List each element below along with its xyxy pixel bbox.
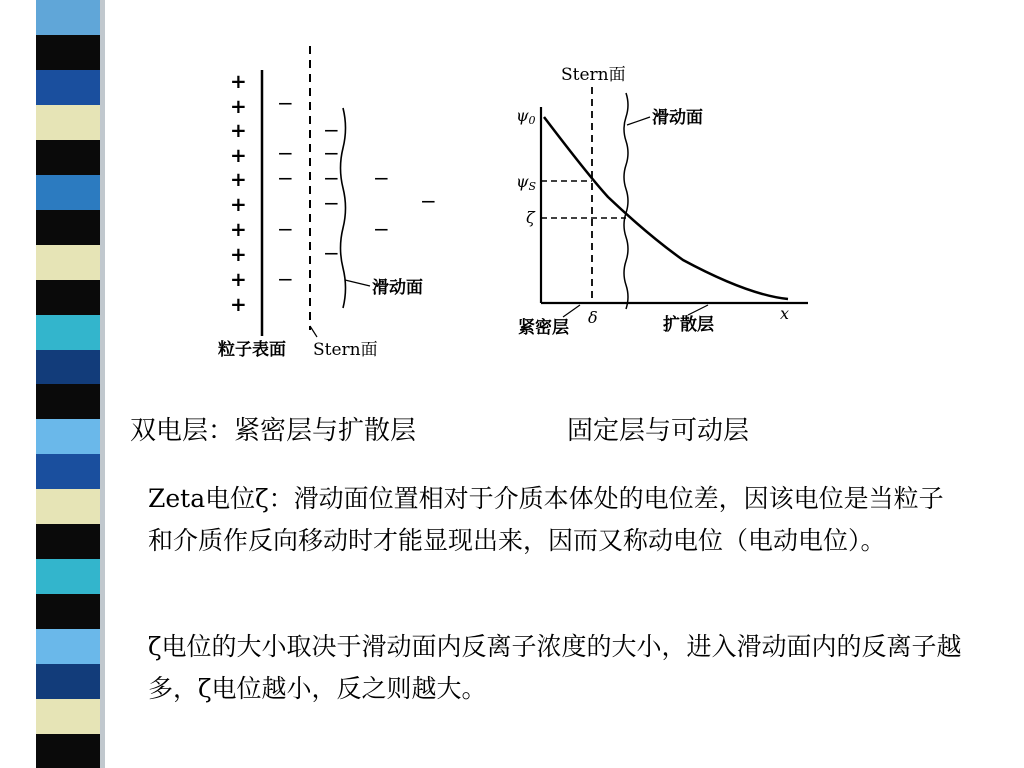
stripe-segment bbox=[36, 140, 100, 175]
slip-plane-label: 滑动面 bbox=[652, 108, 703, 128]
minus-sign: − bbox=[373, 166, 390, 190]
plus-sign: + bbox=[230, 118, 247, 142]
stripe-segment bbox=[36, 279, 100, 314]
stern-label-leader bbox=[310, 326, 317, 337]
minus-sign: − bbox=[323, 241, 340, 265]
stripe-segment bbox=[36, 559, 100, 594]
diffuse-layer-label: 扩散层 bbox=[663, 315, 714, 335]
minus-sign: − bbox=[420, 189, 437, 213]
stern-plane-label: Stern面 bbox=[561, 65, 626, 85]
stripe-segment bbox=[36, 628, 100, 663]
minus-sign: − bbox=[323, 118, 340, 142]
stripe-segment bbox=[36, 663, 100, 698]
plus-sign: + bbox=[230, 217, 247, 241]
x-axis-label: x bbox=[780, 304, 790, 323]
minus-sign: − bbox=[373, 217, 390, 241]
stripe-segment bbox=[36, 70, 100, 105]
psi0-label: ψ0 bbox=[516, 106, 536, 127]
paragraph-zeta-factors: ζ电位的大小取决于滑动面内反离子浓度的大小，进入滑动面内的反离子越多，ζ电位越小，反之则越大。 bbox=[148, 632, 962, 703]
slip-label-leader bbox=[345, 280, 370, 286]
plus-sign: + bbox=[230, 267, 247, 291]
minus-signs bbox=[277, 91, 437, 291]
stripe-shadow bbox=[100, 0, 105, 768]
stripe-segment bbox=[36, 489, 100, 524]
double-layer-diagram bbox=[215, 40, 455, 370]
slip-plane-label: 滑动面 bbox=[372, 278, 423, 298]
psis-label: ψS bbox=[516, 172, 537, 193]
stripe-segment bbox=[36, 105, 100, 140]
plus-sign: + bbox=[230, 242, 247, 266]
diffuse-layer-leader bbox=[688, 305, 708, 315]
plus-sign: + bbox=[230, 69, 247, 93]
stripe-segment bbox=[36, 349, 100, 384]
caption-left: 双电层：紧密层与扩散层 bbox=[130, 416, 417, 446]
minus-sign: − bbox=[277, 267, 294, 291]
stripe-segment bbox=[36, 698, 100, 733]
stripe-segment bbox=[36, 175, 100, 210]
paragraph-zeta-definition: Zeta电位ζ：滑动面位置相对于介质本体处的电位差，因该电位是当粒子和介质作反向移动时才能显现出来，因而又称动电位（电动电位）。 bbox=[148, 484, 944, 555]
stripe-segment bbox=[36, 209, 100, 244]
minus-sign: − bbox=[323, 141, 340, 165]
minus-sign: − bbox=[277, 217, 294, 241]
minus-sign: − bbox=[277, 91, 294, 115]
stripe-segment bbox=[36, 454, 100, 489]
stripe-segment bbox=[36, 524, 100, 559]
caption-right: 固定层与可动层 bbox=[567, 416, 750, 446]
decorative-stripe-bar bbox=[36, 0, 100, 768]
particle-surface-label: 粒子表面 bbox=[218, 340, 286, 360]
minus-sign: − bbox=[277, 166, 294, 190]
minus-sign: − bbox=[277, 141, 294, 165]
stern-plane-label: Stern面 bbox=[313, 340, 378, 360]
minus-sign: − bbox=[323, 191, 340, 215]
potential-curve bbox=[544, 117, 788, 299]
stripe-segment bbox=[36, 384, 100, 419]
minus-sign: − bbox=[323, 166, 340, 190]
zeta-label: ζ bbox=[526, 208, 535, 227]
slip-plane-line bbox=[341, 108, 346, 308]
stripe-segment bbox=[36, 419, 100, 454]
stripe-segment bbox=[36, 244, 100, 279]
potential-curve-diagram bbox=[508, 55, 828, 345]
stripe-segment bbox=[36, 35, 100, 70]
plus-sign: + bbox=[230, 192, 247, 216]
plus-sign: + bbox=[230, 143, 247, 167]
stripe-segment bbox=[36, 593, 100, 628]
delta-label: δ bbox=[588, 308, 598, 327]
plus-sign: + bbox=[230, 94, 247, 118]
plus-sign: + bbox=[230, 167, 247, 191]
plus-sign: + bbox=[230, 292, 247, 316]
slip-label-leader bbox=[627, 117, 650, 125]
compact-layer-leader bbox=[563, 305, 580, 317]
compact-layer-label: 紧密层 bbox=[518, 318, 569, 338]
plus-signs bbox=[230, 69, 247, 316]
stripe-segment bbox=[36, 0, 100, 35]
stripe-segment bbox=[36, 314, 100, 349]
stripe-segment bbox=[36, 733, 100, 768]
